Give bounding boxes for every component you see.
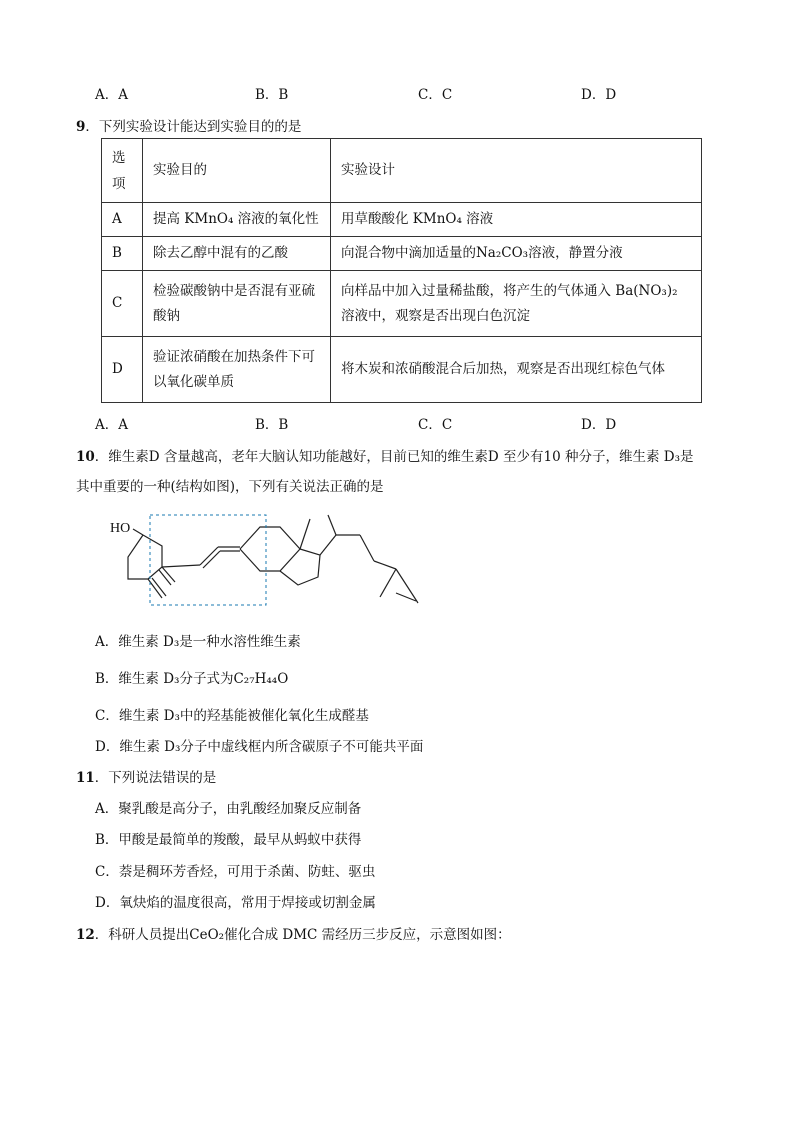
- q8-option-c: C．C: [418, 87, 453, 103]
- q11-option-d: D．氧炔焰的温度很高，常用于焊接或切割金属: [95, 895, 376, 911]
- q9-row-c-option: C: [102, 271, 143, 337]
- q9-option-a: A．A: [95, 417, 128, 433]
- q9-header-design: 实验设计: [331, 139, 702, 203]
- q10-option-c: C．维生素 D₃中的羟基能被催化氧化生成醛基: [95, 708, 369, 724]
- q9-row-a-purpose: 提高 KMnO₄ 溶液的氧化性: [143, 203, 331, 237]
- table-row: [102, 271, 702, 337]
- q9-row-d-purpose: 验证浓硝酸在加热条件下可以氧化碳单质: [143, 337, 331, 403]
- q9-number: 9: [76, 119, 86, 135]
- q8-option-d: D．D: [581, 87, 617, 103]
- q9-stem: [76, 115, 301, 135]
- table-row: [102, 337, 702, 403]
- q10-option-a: A．维生素 D₃是一种水溶性维生素: [95, 634, 301, 650]
- q10-stem-line2: 其中重要的一种(结构如图)，下列有关说法正确的是: [76, 479, 384, 495]
- table-row: [102, 203, 702, 237]
- vitamin-d3-skeleton: [100, 505, 440, 620]
- q11-number: 11: [76, 770, 95, 786]
- q9-option-b: B．B: [255, 417, 289, 433]
- q9-table: [101, 138, 702, 403]
- q8-option-a: A．A: [95, 87, 128, 103]
- hydroxyl-label: HO: [110, 521, 131, 536]
- q10-option-b: B．维生素 D₃分子式为C₂₇H₄₄O: [95, 671, 289, 687]
- q9-row-c-purpose: 检验碳酸钠中是否混有亚硫酸钠: [143, 271, 331, 337]
- q10-option-d: D．维生素 D₃分子中虚线框内所含碳原子不可能共平面: [95, 739, 424, 755]
- q10-number: 10: [76, 449, 95, 465]
- q9-row-d-design: 将木炭和浓硝酸混合后加热，观察是否出现红棕色气体: [331, 337, 702, 403]
- q9-row-c-design: 向样品中加入过量稀盐酸，将产生的气体通入 Ba(NO₃)₂ 溶液中，观察是否出现白色沉淀: [331, 271, 702, 337]
- q9-stem-text: ．下列实验设计能达到实验目的的是: [85, 119, 302, 135]
- q9-option-d: D．D: [581, 417, 617, 433]
- q9-row-d-option: D: [102, 337, 143, 403]
- q10-stem-line1: 10．维生素D 含量越高，老年大脑认知功能越好，目前已知的维生素D 至少有10 种分子，维生素 D₃是: [76, 449, 694, 465]
- q9-header-option: 选项: [102, 139, 143, 203]
- q9-row-b-option: B: [102, 237, 143, 271]
- q9-row-a-option: A: [102, 203, 143, 237]
- q11-option-b: B．甲酸是最简单的羧酸，最早从蚂蚁中获得: [95, 832, 362, 848]
- q9-row-b-design: 向混合物中滴加适量的Na₂CO₃溶液，静置分液: [331, 237, 702, 271]
- q11-option-c: C．萘是稠环芳香烃，可用于杀菌、防蛀、驱虫: [95, 864, 376, 880]
- table-row: [102, 237, 702, 271]
- q9-header-purpose: 实验目的: [143, 139, 331, 203]
- q9-row-a-design: 用草酸酸化 KMnO₄ 溶液: [331, 203, 702, 237]
- q9-option-c: C．C: [418, 417, 453, 433]
- q12-stem: 12．科研人员提出CeO₂催化合成 DMC 需经历三步反应，示意图如图：: [76, 927, 511, 943]
- q11-option-a: A．聚乳酸是高分子，由乳酸经加聚反应制备: [95, 801, 362, 817]
- q12-number: 12: [76, 927, 95, 943]
- q9-row-b-purpose: 除去乙醇中混有的乙酸: [143, 237, 331, 271]
- q8-option-b: B．B: [255, 87, 289, 103]
- q11-stem: 11．下列说法错误的是: [76, 770, 217, 786]
